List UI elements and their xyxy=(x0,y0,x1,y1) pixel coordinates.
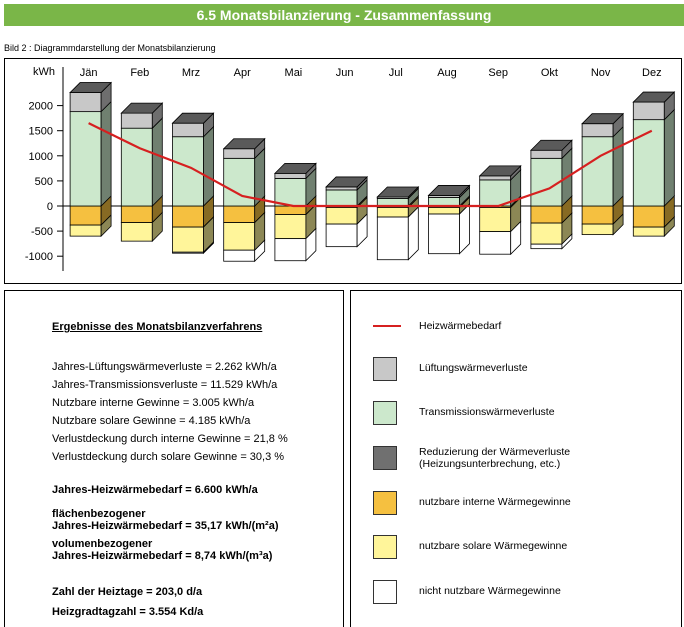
heating-days: Zahl der Heiztage = 203,0 d/a xyxy=(52,586,203,598)
bar-segment xyxy=(582,224,613,235)
legend-item-ventilation-loss xyxy=(373,357,673,385)
bar-side xyxy=(204,127,214,206)
bar-segment xyxy=(480,208,511,232)
bar-segment xyxy=(121,206,152,223)
bar-segment xyxy=(633,227,664,236)
bar-segment xyxy=(224,149,255,159)
x-tick-label: Apr xyxy=(233,67,251,79)
bar-segment xyxy=(377,217,408,260)
bar-segment xyxy=(224,158,255,206)
x-tick-label: Jän xyxy=(79,67,98,79)
legend-swatch xyxy=(373,357,397,381)
results-title: Ergebnisse des Monatsbilanzverfahrens xyxy=(52,321,263,333)
x-tick-label: Jul xyxy=(388,67,403,79)
bar-segment xyxy=(582,137,613,206)
bar-segment xyxy=(173,206,204,227)
bar-segment xyxy=(633,206,664,227)
bar-segment xyxy=(70,225,101,236)
bar-segment xyxy=(275,178,306,206)
x-tick-label: Okt xyxy=(540,67,558,79)
y-tick-label: 1000 xyxy=(28,150,53,163)
x-tick-label: Dez xyxy=(642,67,662,79)
bar-segment xyxy=(429,208,460,215)
y-tick-label: -500 xyxy=(30,226,53,239)
heating-degree-days: Heizgradtagzahl = 3.554 Kd/a xyxy=(52,606,204,618)
bar-side xyxy=(613,127,623,206)
bar-segment xyxy=(429,197,460,206)
area-related-demand: Jahres-Heizwärmebedarf = 35,17 kWh/(m²a) xyxy=(52,520,279,532)
bar-segment xyxy=(173,252,204,253)
result-line: Nutzbare solare Gewinne = 4.185 kWh/a xyxy=(52,415,251,427)
result-line: Jahres-Transmissionsverluste = 11.529 kWh/a xyxy=(52,379,278,391)
bar-segment xyxy=(173,123,204,137)
bar-segment xyxy=(275,215,306,239)
legend-label: Transmissionswärmeverluste xyxy=(419,406,555,418)
legend-swatch xyxy=(373,401,397,425)
x-tick-label: Mrz xyxy=(181,67,201,79)
legend-swatch xyxy=(373,491,397,515)
bar-segment xyxy=(582,124,613,137)
bar-segment xyxy=(582,206,613,224)
monthly-balance-chart xyxy=(5,59,681,283)
bar-segment xyxy=(70,206,101,225)
legend-label: nutzbare solare Wärmegewinne xyxy=(419,540,568,552)
bar-segment xyxy=(224,206,255,223)
bar-segment xyxy=(377,208,408,218)
bar-side xyxy=(664,110,674,206)
bar-segment xyxy=(121,223,152,242)
volume-related-label: volumenbezogener xyxy=(52,538,153,550)
x-tick-label: Jun xyxy=(335,67,354,79)
bar-segment xyxy=(70,112,101,206)
annual-heating-demand: Jahres-Heizwärmebedarf = 6.600 kWh/a xyxy=(52,484,258,496)
legend-swatch xyxy=(373,535,397,559)
result-line: Nutzbare interne Gewinne = 3.005 kWh/a xyxy=(52,397,255,409)
legend-swatch xyxy=(373,446,397,470)
chart-caption: Bild 2 : Diagrammdarstellung der Monatsbilanzierung xyxy=(4,43,216,53)
volume-related-demand: Jahres-Heizwärmebedarf = 8,74 kWh/(m³a) xyxy=(52,550,273,562)
bar-segment xyxy=(121,113,152,128)
legend-item-internal-gains xyxy=(373,491,673,519)
bar-segment xyxy=(480,232,511,255)
bar-segment xyxy=(224,250,255,261)
bar-side xyxy=(152,118,162,206)
result-line: Verlustdeckung durch interne Gewinne = 21,8 % xyxy=(52,433,288,445)
bar-segment xyxy=(326,190,357,206)
legend-panel xyxy=(350,290,682,627)
bar-segment xyxy=(480,176,511,180)
results-panel xyxy=(4,290,344,627)
x-tick-label: Feb xyxy=(130,67,150,79)
x-tick-label: Sep xyxy=(488,67,508,79)
chart-panel xyxy=(4,58,682,284)
bar-segment xyxy=(275,206,306,215)
legend-item-transmission-loss xyxy=(373,401,673,429)
bar-segment xyxy=(275,239,306,261)
x-tick-label: Nov xyxy=(590,67,611,79)
y-tick-label: 1500 xyxy=(28,125,53,138)
bar-segment xyxy=(275,173,306,178)
bar-segment xyxy=(531,223,562,244)
x-tick-label: Mai xyxy=(284,67,303,79)
page-title: 6.5 Monatsbilanzierung - Zusammenfassung xyxy=(4,4,684,26)
bar-segment xyxy=(326,208,357,225)
y-tick-label: 500 xyxy=(34,175,53,188)
bar-segment xyxy=(326,224,357,247)
area-related-label: flächenbezogener xyxy=(52,508,146,520)
legend-label: Heizwärmebedarf xyxy=(419,320,502,332)
legend-item-heating-demand xyxy=(373,315,673,343)
bar-segment xyxy=(173,227,204,252)
legend-swatch xyxy=(373,580,397,604)
legend-item-solar-gains xyxy=(373,535,673,563)
bar-segment xyxy=(531,150,562,158)
bar-segment xyxy=(480,180,511,206)
y-tick-label: -1000 xyxy=(24,251,53,264)
legend-label: nicht nutzbare Wärmegewinne xyxy=(419,585,561,597)
legend-label xyxy=(419,446,570,470)
legend-label: Lüftungswärmeverluste xyxy=(419,362,528,374)
result-line: Verlustdeckung durch solare Gewinne = 30,3 % xyxy=(52,451,285,463)
y-tick-label: 0 xyxy=(46,201,53,213)
bar-segment xyxy=(633,102,664,120)
bar-segment xyxy=(70,93,101,112)
bar-side xyxy=(101,102,111,206)
bar-segment xyxy=(326,187,357,190)
bar-segment xyxy=(377,198,408,206)
bar-segment xyxy=(224,223,255,251)
y-tick-label: 2000 xyxy=(28,100,53,113)
bar-segment xyxy=(531,244,562,249)
y-axis-label: kWh xyxy=(33,66,55,78)
legend-item-unusable-gains xyxy=(373,580,673,608)
legend-label: nutzbare interne Wärmegewinne xyxy=(419,496,571,508)
bar-segment xyxy=(121,128,152,206)
result-line: Jahres-Lüftungswärmeverluste = 2.262 kWh/a xyxy=(52,361,277,373)
legend-label-line2: (Heizungsunterbrechung, etc.) xyxy=(419,458,561,470)
legend-label-line1: Reduzierung der Wärmeverluste xyxy=(419,446,571,458)
bar-segment xyxy=(429,214,460,254)
bar-segment xyxy=(531,206,562,223)
legend-item-loss-reduction xyxy=(373,446,673,474)
legend-line-swatch xyxy=(373,325,401,327)
x-tick-label: Aug xyxy=(437,67,457,79)
